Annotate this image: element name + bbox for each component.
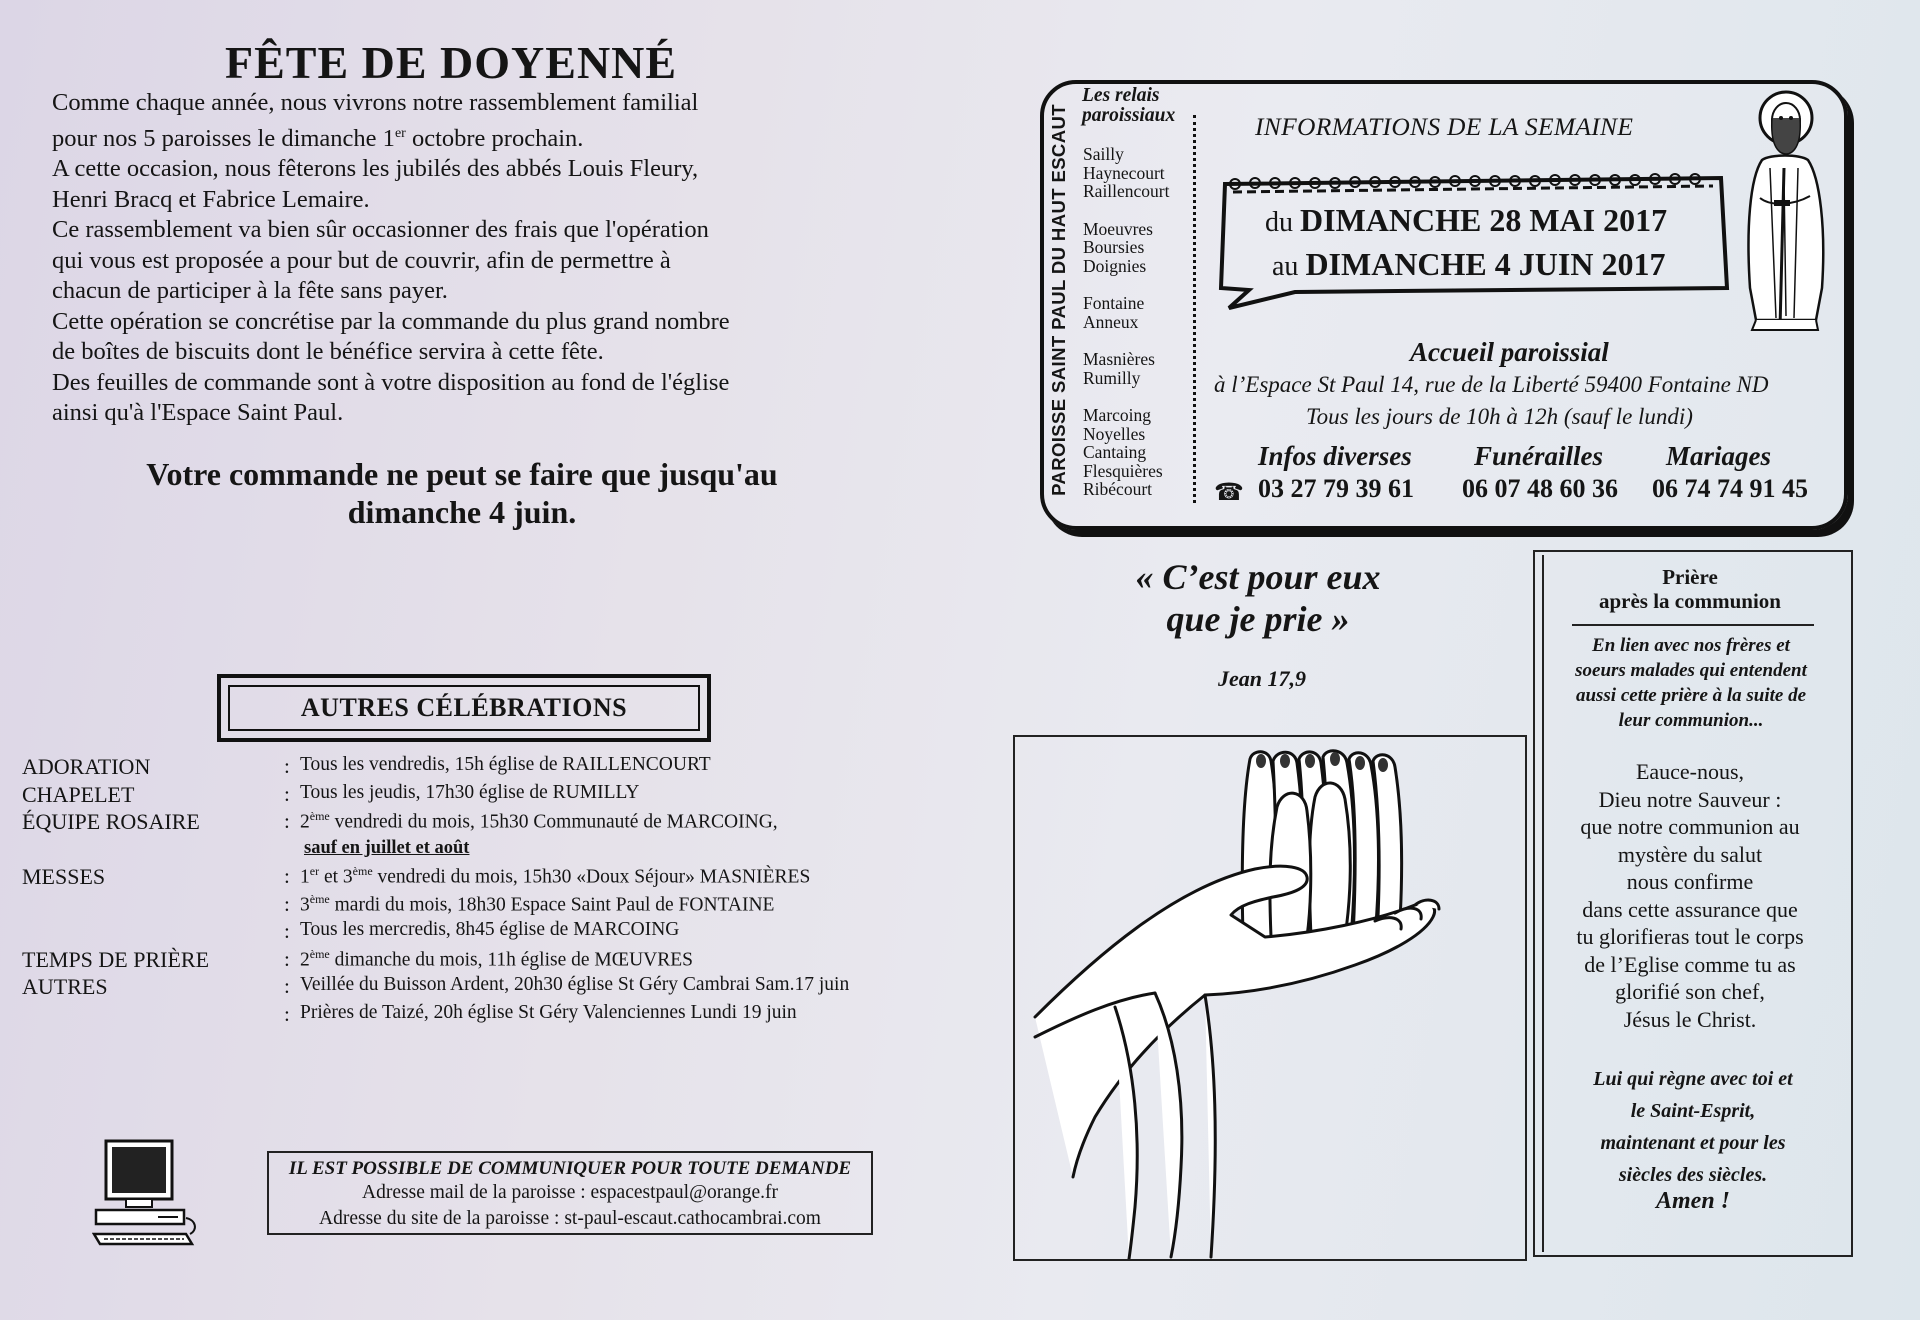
- fete-line: Des feuilles de commande sont à votre disposition au fond de l'église: [52, 368, 730, 396]
- ordinal-sup: ème: [309, 809, 330, 823]
- prayer-intro-line: aussi cette prière à la suite de: [1575, 685, 1807, 706]
- infos-diverses-label: Infos diverses: [1258, 441, 1412, 471]
- celebration-row: [22, 837, 922, 865]
- relais-item: Noyelles: [1083, 423, 1146, 444]
- prayer-text: [1540, 758, 1840, 1033]
- relais-title-line: paroissiaux: [1082, 105, 1176, 126]
- accueil-title: Accueil paroissial: [1410, 337, 1609, 367]
- fete-text: octobre prochain.: [405, 124, 584, 152]
- celebration-row: [22, 947, 922, 975]
- celebration-value: Prières de Taizé, 20h église St Géry Valenciennes Lundi 19 juin: [300, 1001, 797, 1023]
- hands-holding-people-illustration: [1015, 737, 1525, 1259]
- relais-item: Haynecourt: [1083, 162, 1165, 183]
- relais-item: Fontaine: [1083, 293, 1145, 313]
- prayer-line: Dieu notre Sauveur :: [1598, 786, 1782, 812]
- celebration-label: TEMPS DE PRIÈRE: [22, 946, 210, 972]
- ordinal-sup: ème: [309, 946, 330, 961]
- prayer-line: Eauce-nous,: [1635, 759, 1745, 784]
- prayer-line: de l’Eglise comme tu as: [1584, 951, 1796, 977]
- prayer-title-line: après la communion: [1598, 589, 1781, 613]
- celebration-label: CHAPELET: [22, 781, 135, 807]
- ordinal-sup: ème: [309, 891, 330, 906]
- date-text: DIMANCHE 28 MAI 2017: [1300, 202, 1668, 238]
- relais-item: Cantaing: [1083, 442, 1147, 462]
- fete-line: Ce rassemblement va bien sûr occasionner des frais que l'opération: [52, 216, 709, 244]
- hands-drawing-frame: [1013, 735, 1527, 1261]
- relais-item: Sailly: [1083, 144, 1124, 164]
- quote-line: « C’est pour eux: [1135, 557, 1381, 597]
- fete-body: [52, 88, 872, 429]
- prayer-line: Jésus le Christ.: [1623, 1006, 1757, 1032]
- date-from: [1265, 202, 1667, 239]
- relais-group: [1083, 294, 1170, 331]
- prayer-close-line: Lui qui règne avec toi et: [1593, 1068, 1793, 1090]
- prayer-intro-line: soeurs malades qui entendent: [1575, 660, 1807, 681]
- celebration-row: [22, 892, 922, 920]
- prayer-doxology: [1540, 1063, 1846, 1191]
- relais-item: Ribécourt: [1083, 479, 1153, 499]
- prayer-intro-line: En lien avec nos frères et: [1592, 635, 1790, 656]
- celebration-row: [22, 809, 922, 837]
- date-text: DIMANCHE 4 JUIN 2017: [1305, 246, 1666, 282]
- relais-group: [1083, 350, 1170, 387]
- accueil-hours: Tous les jours de 10h à 12h (sauf le lundi): [1306, 404, 1693, 429]
- fete-line: chacun de participer à la fête sans payer.: [52, 277, 448, 305]
- prayer-line: tu glorifieras tout le corps: [1576, 924, 1804, 949]
- funerailles-label: Funérailles: [1474, 441, 1604, 471]
- celebration-row: [22, 754, 922, 782]
- date-prefix: au: [1272, 251, 1306, 282]
- relais-divider: [1193, 115, 1196, 503]
- prayer-intro-line: leur communion...: [1618, 710, 1764, 731]
- quote-line: que je prie »: [1166, 599, 1350, 639]
- relais-item: Raillencourt: [1083, 181, 1170, 201]
- accueil-address: à l’Espace St Paul 14, rue de la Liberté 59400 Fontaine ND: [1214, 372, 1769, 397]
- contact-mail: Adresse mail de la paroisse : espacestpaul@orange.fr: [362, 1182, 778, 1203]
- contact-title: IL EST POSSIBLE DE COMMUNIQUER POUR TOUTE DEMANDE: [288, 1158, 852, 1179]
- celebration-value: Veillée du Buisson Ardent, 20h30 église St Géry Cambrai Sam.17 juin: [300, 974, 850, 995]
- celebration-label: AUTRES: [22, 974, 108, 999]
- celebrations-list: [22, 754, 922, 1029]
- relais-group: [1083, 406, 1170, 499]
- info-title: INFORMATIONS DE LA SEMAINE: [1255, 112, 1634, 141]
- relais-title-line: Les relais: [1082, 85, 1160, 106]
- fete-line: [52, 119, 872, 155]
- colon: :: [284, 781, 290, 806]
- celebration-row: [22, 919, 922, 947]
- celebration-row: [22, 782, 922, 810]
- celebration-value: 2ème dimanche du mois, 11h église de MŒUVRES: [300, 946, 693, 970]
- colon: :: [284, 864, 290, 888]
- relais-item: Doignies: [1083, 255, 1147, 276]
- deadline-line: Votre commande ne peut se faire que jusqu'au: [146, 456, 778, 492]
- fete-text: pour nos 5 paroisses le dimanche 1: [52, 124, 395, 152]
- colon: :: [284, 974, 290, 998]
- colon: :: [284, 891, 290, 916]
- relais-item: Masnières: [1083, 349, 1155, 369]
- infos-diverses-number[interactable]: 03 27 79 39 61: [1258, 474, 1414, 503]
- fete-line: ainsi qu'à l'Espace Saint Paul.: [52, 399, 344, 427]
- mariages-label: Mariages: [1666, 441, 1772, 471]
- computer-icon: [92, 1138, 202, 1248]
- fete-deadline: [52, 455, 872, 531]
- mariages-number[interactable]: 06 74 74 91 45: [1652, 474, 1808, 503]
- celebration-note-text: sauf en juillet et août: [304, 837, 470, 858]
- celebration-label: ADORATION: [22, 754, 151, 779]
- celebration-value: 3ème mardi du mois, 18h30 Espace Saint Paul de FONTAINE: [300, 891, 775, 915]
- celebration-row: [22, 1002, 922, 1030]
- relais-item: Rumilly: [1083, 367, 1141, 388]
- quote: [1098, 556, 1418, 640]
- prayer-close-line: siècles des siècles.: [1618, 1164, 1768, 1186]
- celebration-text: dimanche du mois, 11h église de MŒUVRES: [329, 949, 693, 970]
- relais-title: [1082, 86, 1175, 126]
- celebration-value: 1er et 3ème vendredi du mois, 15h30 «Doux Séjour» MASNIÈRES: [300, 864, 811, 888]
- celebration-row: [22, 974, 922, 1002]
- relais-item: Boursies: [1083, 237, 1145, 257]
- prayer-title-rule: [1572, 624, 1814, 626]
- celebration-value: Tous les jeudis, 17h30 église de RUMILLY: [300, 781, 640, 803]
- prayer-title-line: Prière: [1662, 565, 1718, 589]
- celebration-text: vendredi du mois, 15h30 Communauté de MARCOING,: [329, 811, 778, 833]
- autres-celebrations-heading: AUTRES CÉLÉBRATIONS: [228, 685, 700, 731]
- prayer-line: que notre communion au: [1580, 814, 1800, 839]
- celebration-note: [304, 837, 469, 859]
- fete-line: A cette occasion, nous fêterons les jubilés des abbés Louis Fleury,: [52, 155, 699, 183]
- celebration-value: Tous les vendredis, 15h église de RAILLENCOURT: [300, 754, 711, 775]
- colon: :: [284, 919, 290, 943]
- autres-celebrations-heading-box: [217, 674, 711, 742]
- relais-item: Anneux: [1083, 311, 1139, 332]
- funerailles-number[interactable]: 06 07 48 60 36: [1462, 474, 1618, 503]
- ordinal-sup: ème: [352, 864, 373, 878]
- prayer-line: dans cette assurance que: [1582, 896, 1798, 922]
- prayer-line: nous confirme: [1626, 869, 1754, 894]
- prayer-close-line: le Saint-Esprit,: [1630, 1100, 1756, 1122]
- quote-reference: Jean 17,9: [1218, 666, 1306, 691]
- fete-line: Comme chaque année, nous vivrons notre rassemblement familial: [52, 89, 699, 116]
- date-to: [1272, 246, 1665, 283]
- celebration-label: MESSES: [22, 864, 106, 889]
- fete-line: de boîtes de biscuits dont le bénéfice servira à cette fête.: [52, 338, 604, 366]
- date-prefix: du: [1265, 207, 1300, 238]
- relais-item: Moeuvres: [1083, 218, 1153, 239]
- fete-line: Cette opération se concrétise par la commande du plus grand nombre: [52, 307, 730, 335]
- contact-website: Adresse du site de la paroisse : st-paul-escaut.cathocambrai.com: [319, 1208, 821, 1229]
- contact-box: [267, 1151, 873, 1235]
- fete-line: Henri Bracq et Fabrice Lemaire.: [52, 185, 370, 213]
- prayer-amen: Amen !: [1655, 1188, 1730, 1214]
- colon: :: [284, 946, 290, 971]
- colon: :: [284, 1001, 290, 1026]
- relais-item: Flesquières: [1083, 460, 1163, 481]
- prayer-line: glorifié son chef,: [1615, 979, 1765, 1004]
- fete-line: qui vous est proposée a pour but de couvrir, afin de permettre à: [52, 246, 671, 274]
- celebration-text: vendredi du mois, 15h30 «Doux Séjour» MASNIÈRES: [372, 866, 811, 888]
- celebration-value: 2ème vendredi du mois, 15h30 Communauté de MARCOING,: [300, 809, 778, 833]
- colon: :: [284, 754, 290, 778]
- celebration-label: ÉQUIPE ROSAIRE: [22, 809, 200, 834]
- phone-icon: ☎: [1214, 480, 1244, 506]
- prayer-close-line: maintenant et pour les: [1600, 1132, 1786, 1154]
- date-banner: [1215, 170, 1733, 312]
- relais-group: [1083, 220, 1170, 276]
- prayer-title: [1545, 565, 1835, 613]
- celebration-row: [22, 864, 922, 892]
- ordinal-sup: er: [309, 864, 320, 878]
- relais-group: [1083, 145, 1170, 201]
- fete-sup: er: [394, 125, 406, 141]
- celebration-text: mardi du mois, 18h30 Espace Saint Paul de FONTAINE: [329, 894, 775, 915]
- fete-title: FÊTE DE DOYENNÉ: [225, 37, 678, 88]
- prayer-line: mystère du salut: [1617, 841, 1763, 867]
- parish-name-vertical: [1040, 90, 1078, 510]
- prayer-intro: [1543, 633, 1839, 733]
- celebration-value: Tous les mercredis, 8h45 église de MARCOING: [300, 919, 680, 940]
- saint-paul-figure: [1740, 88, 1830, 336]
- deadline-line: dimanche 4 juin.: [347, 494, 577, 530]
- parish-name: PAROISSE SAINT PAUL DU HAUT ESCAUT: [1048, 104, 1069, 496]
- relais-item: Marcoing: [1083, 405, 1152, 425]
- relais-list: [1083, 145, 1170, 518]
- colon: :: [284, 809, 290, 833]
